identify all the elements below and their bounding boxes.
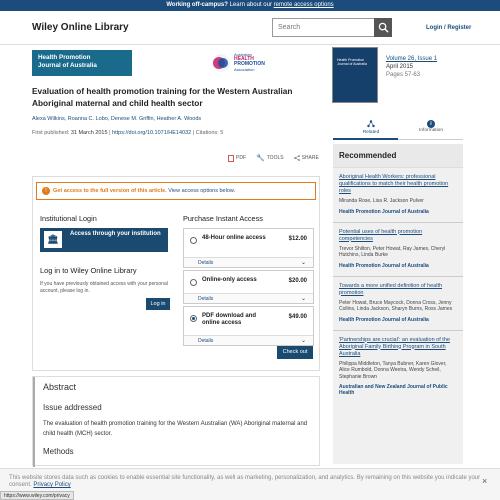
- list-item: [333, 331, 463, 404]
- issue-pages: Pages 57-63: [386, 72, 421, 78]
- pdf-button[interactable]: [228, 154, 246, 162]
- privacy-policy-link[interactable]: Privacy Policy: [33, 482, 71, 488]
- methods-heading: Methods: [43, 447, 74, 456]
- off-campus-bold: Working off-campus?: [166, 2, 228, 8]
- recommended-heading: Recommended: [333, 144, 463, 168]
- access-notice-text: Get access to the full version of this article.: [53, 188, 167, 194]
- rec-authors: Philippa Middleton, Tanya Bubner, Karen Glover, Alice Rumbold, Donna Weetra, Wendy Scheil, Stephanie Brown: [339, 360, 447, 380]
- pdf-label: PDF: [236, 155, 246, 161]
- rec-title[interactable]: Towards a more unified definition of health promotion: [339, 282, 443, 296]
- purchase-option-selected[interactable]: [183, 306, 314, 346]
- share-label: SHARE: [301, 155, 319, 161]
- site-header: [0, 11, 500, 45]
- rec-journal[interactable]: Health Promotion Journal of Australia: [339, 262, 429, 269]
- option-price: $20.00: [288, 278, 307, 284]
- close-icon[interactable]: ×: [482, 476, 488, 486]
- issue-addressed-text: The evaluation of health promotion training for the Western Australian (WA) Aboriginal maternal and child health (MCH) sector.: [43, 421, 308, 437]
- aha-logo-icon: [210, 52, 232, 74]
- citations-count[interactable]: Citations: 5: [195, 130, 224, 136]
- volume-link[interactable]: Volume 26, Issue 1: [386, 56, 438, 62]
- journal-banner[interactable]: [32, 50, 132, 76]
- tools-button[interactable]: [256, 154, 284, 162]
- abstract-section: [32, 376, 320, 466]
- option-details-label: Details: [198, 296, 214, 302]
- access-notice: [36, 182, 316, 200]
- option-details-label: Details: [198, 338, 214, 344]
- article-tools: [228, 154, 319, 162]
- wiley-logo[interactable]: Wiley Online Library: [32, 22, 129, 33]
- journal-banner-line2: Journal of Australia: [38, 62, 97, 69]
- list-item: [333, 223, 463, 277]
- article-title: Evaluation of health promotion training for the Western Australian Aboriginal maternal and child health sector: [32, 86, 293, 108]
- status-bar-url: https://www.wiley.com/privacy: [0, 491, 74, 500]
- option-details-label: Details: [198, 260, 214, 266]
- rec-title[interactable]: 'Partnerships are crucial': an evaluation of the Aboriginal Family Birthing Program in South Australia: [339, 336, 450, 357]
- recommended-panel: [333, 144, 463, 464]
- abstract-heading: Abstract: [43, 382, 77, 392]
- rec-authors: Trevor Shilton, Peter Howat, Ray James, Cheryl Hutchins, Linda Burke: [339, 245, 446, 258]
- issue-addressed-heading: Issue addressed: [43, 403, 102, 412]
- rec-authors: Miranda Rose, Lisa R. Jackson Pulver: [339, 198, 424, 204]
- tab-information-label: Information: [419, 128, 443, 133]
- tools-label: TOOLS: [266, 155, 284, 161]
- purchase-heading: Purchase Instant Access: [183, 214, 263, 223]
- chevron-down-icon: ⌄: [300, 338, 306, 344]
- issue-info: [386, 55, 437, 79]
- active-tab-indicator: [333, 138, 398, 140]
- info-icon: i: [427, 120, 435, 128]
- search-icon: [378, 22, 389, 33]
- remote-access-link[interactable]: remote access options: [273, 2, 334, 8]
- purchase-option[interactable]: [183, 228, 314, 268]
- cookie-banner: [0, 468, 500, 500]
- option-price: $49.00: [288, 314, 307, 320]
- publication-info: First published: 31 March 2015 | https://doi.org/10.1071/HE14032 | Citations: 5: [32, 130, 224, 136]
- off-campus-text: Learn about our: [229, 2, 272, 8]
- rec-journal[interactable]: Australian and New Zealand Journal of Public Health: [339, 384, 448, 396]
- search-input[interactable]: Search: [272, 18, 392, 37]
- rec-journal[interactable]: Health Promotion Journal of Australia: [339, 316, 429, 323]
- first-published-label: First published:: [32, 130, 70, 136]
- aha-logo-line3: PROMOTION: [234, 61, 265, 67]
- sidebar-tabs: [333, 113, 463, 140]
- aha-logo-line4: Association: [234, 67, 255, 72]
- doi-link[interactable]: https://doi.org/10.1071/HE14032: [112, 130, 192, 136]
- institution-icon: 🏛: [44, 231, 62, 248]
- option-details-toggle[interactable]: [184, 335, 313, 345]
- institution-button-label: Access through your institution: [70, 231, 161, 237]
- access-options-link[interactable]: View access options below.: [168, 188, 236, 194]
- chevron-down-icon: ⌄: [300, 296, 306, 302]
- share-button[interactable]: [294, 154, 319, 162]
- rec-authors: Peter Howat, Bruce Maycock, Donna Cross, Jenny Collins, Linda Jackson, Sharyn Burns, Ross James: [339, 299, 453, 312]
- option-label: Online-only access: [202, 277, 257, 283]
- institution-access-button[interactable]: [40, 228, 168, 252]
- option-radio[interactable]: [190, 237, 197, 244]
- cookie-text: This website stores data such as cookies to enable essential site functionality, as well as marketing, personalization, and analytics. By remaining on this website you indicate your consent.: [9, 475, 481, 488]
- issue-date: April 2015: [386, 64, 414, 70]
- option-details-toggle[interactable]: [184, 293, 313, 303]
- tab-related-label: Related: [362, 130, 380, 135]
- tab-related[interactable]: [351, 120, 391, 135]
- option-label: PDF download and online access: [202, 313, 256, 326]
- purchase-option[interactable]: [183, 270, 314, 304]
- aha-logo-line2: HEALTH: [234, 56, 254, 62]
- aha-logo: [210, 52, 300, 74]
- list-item: [333, 168, 463, 223]
- option-radio-selected[interactable]: [190, 315, 197, 322]
- aha-logo-line1: Australian: [234, 52, 252, 57]
- warning-icon: !: [42, 187, 50, 195]
- off-campus-banner: [0, 0, 500, 11]
- rec-journal[interactable]: Health Promotion Journal of Australia: [339, 208, 429, 215]
- first-published-date: 31 March 2015: [70, 130, 108, 136]
- option-radio[interactable]: [190, 279, 197, 286]
- journal-banner-line1: Health Promotion: [38, 54, 91, 61]
- share-icon: [294, 155, 300, 161]
- tab-information[interactable]: [411, 120, 451, 133]
- article-authors[interactable]: Alexa Wilkins, Roanna C. Lobo, Denese M. Griffin, Heather A. Woods: [32, 116, 202, 122]
- abstract-side-bar: [33, 377, 35, 467]
- login-register-link[interactable]: Login / Register: [426, 25, 472, 31]
- chevron-down-icon: ⌄: [300, 260, 306, 266]
- journal-cover[interactable]: [332, 47, 378, 103]
- search-button[interactable]: [374, 18, 392, 37]
- rec-title[interactable]: Aboriginal Health Workers: professional qualifications to match their health promotion roles: [339, 174, 449, 194]
- wiley-login-text: If you have previously obtained access with your personal account, please log in.: [40, 281, 168, 294]
- option-label: 48-Hour online access: [202, 235, 266, 241]
- institutional-login-heading: Institutional Login: [40, 214, 97, 223]
- pdf-icon: [228, 155, 234, 162]
- list-item: [333, 277, 463, 331]
- related-icon: [367, 120, 375, 128]
- cover-title: Health Promotion Journal of Australia: [337, 58, 367, 66]
- checkout-button[interactable]: Check out: [277, 346, 313, 359]
- rec-title[interactable]: Potential uses of health promotion competencies: [339, 228, 423, 242]
- option-details-toggle[interactable]: [184, 257, 313, 267]
- wiley-login-heading: Log in to Wiley Online Library: [40, 266, 137, 275]
- wrench-icon: 🔧: [256, 155, 265, 162]
- access-panel: [32, 176, 320, 371]
- option-price: $12.00: [288, 236, 307, 242]
- log-in-button[interactable]: Log in: [146, 298, 170, 310]
